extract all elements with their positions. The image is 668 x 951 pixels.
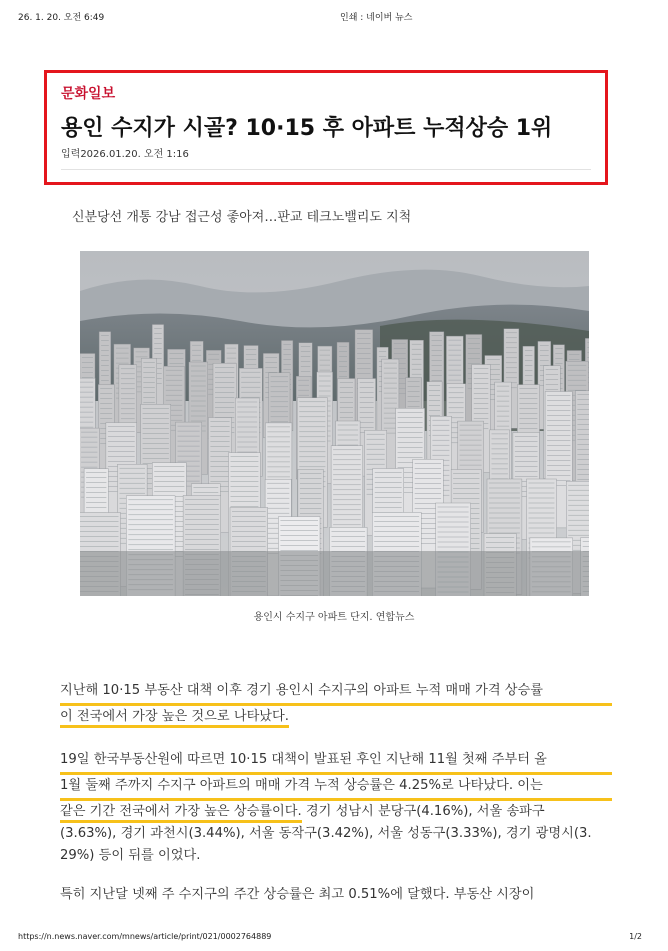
paragraph-1 [60, 680, 612, 728]
paragraph-2 [60, 749, 612, 867]
print-url[interactable]: https://n.news.naver.com/mnews/article/print/021/0002764889 [18, 932, 272, 941]
paragraph-line: 이 전국에서 가장 높은 것으로 나타났다. [60, 706, 612, 728]
print-datetime: 26. 1. 20. 오전 6:49 [18, 13, 105, 23]
article-byline: 입력2026.01.20. 오전 1:16 [61, 149, 189, 160]
paragraph-3 [60, 884, 612, 906]
apartment-skyline-illustration [80, 251, 589, 596]
paragraph-line: 지난해 10·15 부동산 대책 이후 경기 용인시 수지구의 아파트 누적 매매 가격 상승률 [60, 680, 612, 706]
header-divider [61, 169, 591, 170]
paragraph-line: 1월 둘째 주까지 수지구 아파트의 매매 가격 누적 상승률은 4.25%로 나타났다. 이는 [60, 775, 612, 801]
article-header-box [44, 70, 608, 185]
paragraph-line: 19일 한국부동산원에 따르면 10·15 대책이 발표된 후인 지난해 11월 첫째 주부터 올 [60, 749, 612, 775]
paragraph-line: (3.63%), 경기 과천시(3.44%), 서울 동작구(3.42%), 서울 성동구(3.33%), 경기 광명시(3. [60, 826, 592, 841]
paragraph-line: 특히 지난달 넷째 주 수지구의 주간 상승률은 최고 0.51%에 달했다. 부동산 시장이 [60, 887, 535, 902]
article-photo [80, 251, 589, 596]
publisher-name[interactable]: 문화일보 [61, 86, 116, 102]
print-title: 인쇄 : 네이버 뉴스 [340, 13, 413, 23]
paragraph-line: 같은 기간 전국에서 가장 높은 상승률이다. 경기 성남시 분당구(4.16%), 서울 송파구 [60, 801, 612, 823]
print-page-number: 1/2 [629, 932, 642, 941]
article-subheadline: 신분당선 개통 강남 접근성 좋아져…판교 테크노밸리도 지척 [72, 210, 412, 225]
photo-caption: 용인시 수지구 아파트 단지. 연합뉴스 [253, 612, 415, 623]
paragraph-line: 29%) 등이 뒤를 이었다. [60, 848, 201, 863]
article-headline: 용인 수지가 시골? 10·15 후 아파트 누적상승 1위 [61, 116, 553, 141]
